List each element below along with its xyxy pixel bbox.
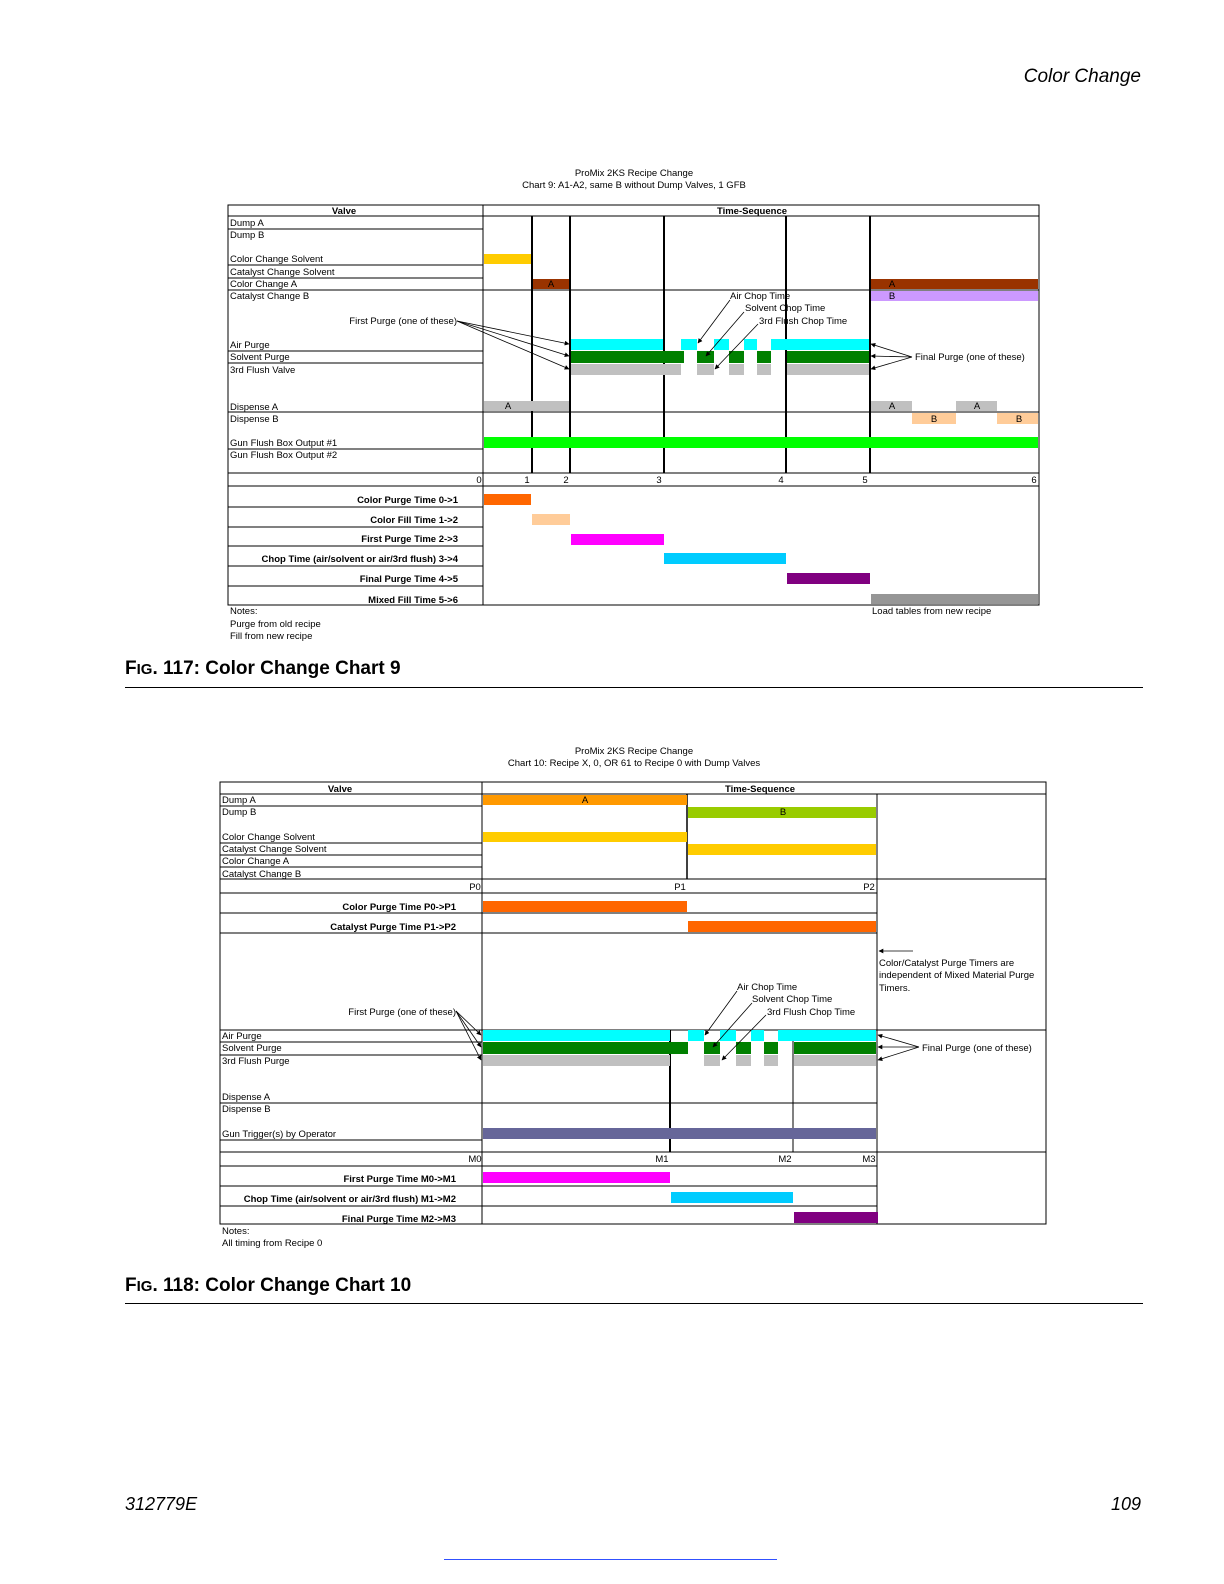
fig118-rule [125, 1303, 1143, 1304]
doc-number: 312779E [125, 1494, 198, 1514]
c9-row-gfb1: Gun Flush Box Output #1 [230, 438, 338, 449]
c10-bar-air-purge [483, 1030, 876, 1041]
c9-timer-2: First Purge Time 2->3 [361, 534, 458, 545]
c10-m-timer-bar-1 [671, 1192, 793, 1203]
c10-m-tick-3: M3 [862, 1154, 876, 1165]
c10-p-timer-0: Color Purge Time P0->P1 [342, 902, 456, 913]
c10-m-timer-1: Chop Time (air/solvent or air/3rd flush) M1->M2 [243, 1194, 456, 1205]
c10-row-air-purge: Air Purge [222, 1031, 262, 1042]
c10-row-catalyst-change-b: Catalyst Change B [222, 869, 302, 880]
c10-independent-3: Timers. [879, 983, 911, 994]
c9-row-catalyst-change-solvent: Catalyst Change Solvent [230, 267, 335, 278]
c9-timer-1: Color Fill Time 1->2 [370, 515, 458, 526]
c9-row-catalyst-change-b: Catalyst Change B [230, 291, 310, 302]
c10-m-tick-0: M0 [468, 1154, 482, 1165]
c9-tick-6: 6 [1031, 475, 1037, 486]
section-title: Color Change [1023, 66, 1141, 87]
c9-tick-0: 0 [476, 475, 482, 486]
c9-row-dump-a: Dump A [230, 218, 264, 229]
chart9-col-valve: Valve [331, 206, 357, 217]
c9-bar-label-a1: A [547, 279, 555, 290]
c10-independent-2: independent of Mixed Material Purge [879, 970, 1035, 981]
c9-dispense-label-a1: A [504, 401, 512, 412]
c10-bar-label-a: A [581, 795, 589, 806]
c10-m-timer-bar-2 [794, 1212, 878, 1223]
c10-col-valve: Valve [327, 784, 353, 795]
c10-bar-solvent-purge [483, 1042, 876, 1054]
c10-notes-label: Notes: [222, 1226, 250, 1237]
c10-p-timer-bar-1 [688, 921, 876, 932]
bottom-link-line [444, 1559, 777, 1560]
chart10-title-2: Chart 10: Recipe X, 0, OR 61 to Recipe 0 with Dump Valves [507, 758, 761, 769]
c10-m-timer-bar-0 [483, 1172, 670, 1183]
c10-m-timer-2: Final Purge Time M2->M3 [341, 1214, 456, 1225]
c9-timer-0: Color Purge Time 0->1 [357, 495, 458, 506]
c10-row-dump-b: Dump B [222, 807, 257, 818]
c10-row-dump-a: Dump A [222, 795, 256, 806]
c10-row-third-flush: 3rd Flush Purge [222, 1056, 290, 1067]
c9-tick-1: 1 [524, 475, 530, 486]
c10-row-gun-trigger: Gun Trigger(s) by Operator [222, 1129, 337, 1140]
c9-timer-3: Chop Time (air/solvent or air/3rd flush) 3->4 [261, 554, 458, 565]
c10-m-tick-1: M1 [655, 1154, 669, 1165]
c10-p-tick-1: P1 [674, 882, 686, 893]
c10-solvent-chop-label: Solvent Chop Time [752, 994, 833, 1005]
fig117-caption: FIG. 117: Color Change Chart 9 [125, 658, 401, 679]
chart9-title-2: Chart 9: A1-A2, same B without Dump Valves, 1 GFB [522, 180, 746, 191]
c9-note-right: Load tables from new recipe [872, 606, 992, 617]
c10-bar-catalyst-change-solvent [688, 844, 876, 855]
page-number: 109 [1110, 1494, 1141, 1514]
c10-m-tick-2: M2 [778, 1154, 792, 1165]
c9-flush-chop-label: 3rd Flush Chop Time [759, 316, 848, 327]
c10-col-time: Time-Sequence [724, 784, 796, 795]
c10-air-chop-label: Air Chop Time [737, 982, 798, 993]
c10-bar-label-b: B [779, 807, 787, 818]
c10-m-timer-0: First Purge Time M0->M1 [343, 1174, 456, 1185]
c10-independent-1: Color/Catalyst Purge Timers are [879, 958, 1015, 969]
c10-first-purge-label: First Purge (one of these) [348, 1007, 456, 1018]
c10-p-tick-0: P0 [469, 882, 481, 893]
c10-row-dispense-a: Dispense A [222, 1092, 271, 1103]
c9-bar-label-b1: B [888, 291, 896, 302]
c9-notes-label: Notes: [230, 606, 258, 617]
c9-timer-4: Final Purge Time 4->5 [359, 574, 458, 585]
chart10-title-1: ProMix 2KS Recipe Change [574, 746, 694, 757]
c9-timer-5: Mixed Fill Time 5->6 [368, 595, 458, 606]
chart10-frame [220, 782, 1046, 1224]
c10-bar-gun-trigger [483, 1128, 876, 1139]
c10-p-timer-1: Catalyst Purge Time P1->P2 [330, 922, 456, 933]
c9-note-2: Fill from new recipe [230, 631, 313, 642]
c9-row-gfb2: Gun Flush Box Output #2 [230, 450, 338, 461]
chart9-col-time: Time-Sequence [716, 206, 788, 217]
c9-final-purge-label: Final Purge (one of these) [915, 352, 1025, 363]
c10-row-solvent-purge: Solvent Purge [222, 1043, 282, 1054]
c9-bar-label-a2: A [888, 279, 896, 290]
c10-p-tick-2: P2 [863, 882, 875, 893]
c9-dispense-label-b2: B [1015, 414, 1023, 425]
fig118-caption: FIG. 118: Color Change Chart 10 [125, 1275, 412, 1296]
c9-row-dispense-a: Dispense A [230, 402, 279, 413]
c9-row-dump-b: Dump B [230, 230, 265, 241]
c9-tick-4: 4 [778, 475, 784, 486]
c10-row-catalyst-change-solvent: Catalyst Change Solvent [222, 844, 327, 855]
c9-dispense-label-a2: A [888, 401, 896, 412]
c9-tick-2: 2 [563, 475, 569, 486]
chart9-title-1: ProMix 2KS Recipe Change [574, 168, 694, 179]
c9-row-color-change-solvent: Color Change Solvent [230, 254, 323, 265]
c9-tick-3: 3 [656, 475, 662, 486]
c9-note-1: Purge from old recipe [230, 619, 321, 630]
c9-air-chop-label: Air Chop Time [730, 291, 791, 302]
c9-solvent-chop-label: Solvent Chop Time [745, 303, 826, 314]
c10-flush-chop-label: 3rd Flush Chop Time [767, 1007, 856, 1018]
c9-tick-5: 5 [862, 475, 868, 486]
c10-final-purge-label: Final Purge (one of these) [922, 1043, 1032, 1054]
c10-row-dispense-b: Dispense B [222, 1104, 271, 1115]
c9-row-third-flush: 3rd Flush Valve [230, 365, 296, 376]
c9-row-air-purge: Air Purge [230, 340, 270, 351]
c10-bar-third-flush [483, 1055, 876, 1066]
c9-row-solvent-purge: Solvent Purge [230, 352, 290, 363]
c9-dispense-label-a3: A [973, 401, 981, 412]
c10-row-color-change-solvent: Color Change Solvent [222, 832, 315, 843]
c10-note-1: All timing from Recipe 0 [222, 1238, 323, 1249]
c9-dispense-label-b1: B [930, 414, 938, 425]
c9-first-purge-label: First Purge (one of these) [349, 316, 457, 327]
c9-row-color-change-a: Color Change A [230, 279, 298, 290]
c10-p-timer-bar-0 [483, 901, 687, 912]
c9-row-dispense-b: Dispense B [230, 414, 279, 425]
c10-bar-color-change-solvent [483, 832, 687, 842]
c10-row-color-change-a: Color Change A [222, 856, 290, 867]
